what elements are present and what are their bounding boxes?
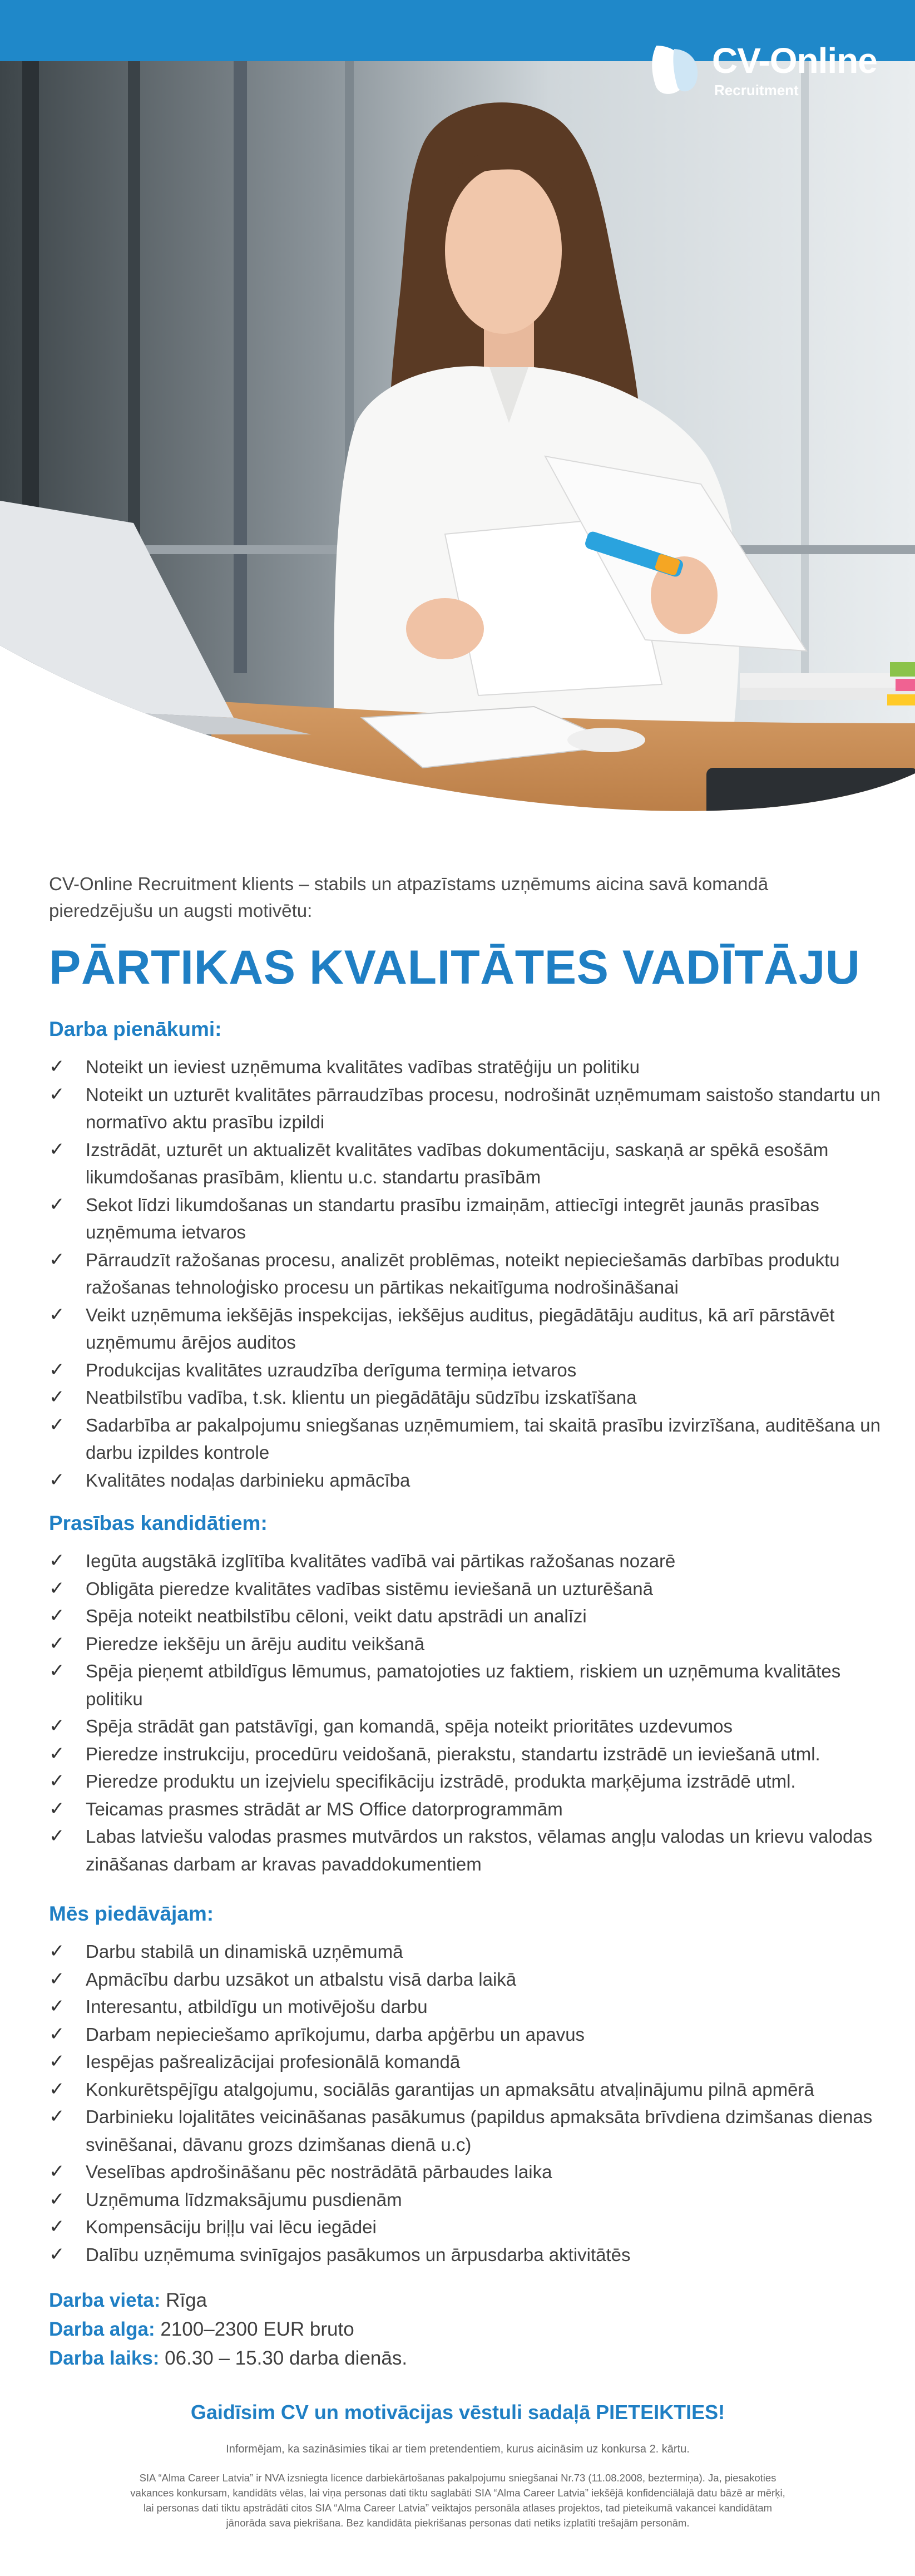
duties-heading: Darba pienākumi: [49, 1018, 222, 1040]
list-item-text: Pārraudzīt ražošanas procesu, analizēt problēmas, noteikt nepieciešamās darbības produktu ražošanas tehnoloģisko procesu un pārtikas nekaitīguma nodrošināšanai [86, 1249, 840, 1297]
fact-hours-value: 06.30 – 15.30 darba dienās. [159, 2347, 408, 2369]
list-item-text: Pieredze produktu un izejvielu specifikāciju izstrādē, produkta marķējuma izstrādē utml. [86, 1771, 796, 1792]
logo-sub: Recruitment [714, 81, 799, 98]
hero-banner [0, 0, 915, 823]
apply-call-to-action[interactable]: Gaidīsim CV un motivācijas vēstuli sadaļā PIETEIKTIES! [190, 2401, 725, 2424]
list-item [49, 1384, 883, 1412]
list-item [49, 1356, 883, 1384]
list-item [49, 1713, 883, 1740]
checkmark-icon: ✓ [49, 1359, 65, 1380]
list-item-text: Darbam nepieciešamo aprīkojumu, darba apģērbu un apavus [86, 2024, 585, 2045]
fact-location-label: Darba vieta: [49, 2289, 161, 2311]
list-item-text: Spēja strādāt gan patstāvīgi, gan komandā, spēja noteikt prioritātes uzdevumos [86, 1716, 733, 1736]
list-item [49, 2103, 883, 2158]
checkmark-icon: ✓ [49, 1825, 65, 1847]
checkmark-icon: ✓ [49, 2216, 65, 2237]
list-item-text: Labas latviešu valodas prasmes mutvārdos un rakstos, vēlamas angļu valodas un krievu valodas zināšanas darbam ar kravas pavaddokumentiem [86, 1826, 873, 1874]
list-item-text: Darbinieku lojalitātes veicināšanas pasākumus (papildus apmaksāta brīvdiena dzimšanas dienas svinēšanai, dāvanu grozs dzimšanas dienā u.c) [86, 2106, 873, 2155]
list-item [49, 1823, 883, 1878]
list-item [49, 2186, 883, 2214]
list-item-text: Iespējas pašrealizācijai profesionālā komandā [86, 2051, 461, 2072]
legal-line: vakances konkursam, kandidāts vēlas, lai viņa personas dati tiktu saglabāti SIA “Alma Career Latvia” iekšējā konfidenciālajā datu bāzē ar mērķi, [130, 2487, 785, 2499]
cv-online-logo[interactable] [645, 40, 877, 101]
list-item [49, 1053, 883, 1081]
list-item-text: Dalību uzņēmuma svinīgajos pasākumos un ārpusdarba aktivitātēs [86, 2244, 631, 2265]
checkmark-icon: ✓ [49, 2078, 65, 2100]
checkmark-icon: ✓ [49, 1386, 65, 1408]
logo-brand: CV-Online [712, 40, 877, 81]
list-item-text: Sekot līdzi likumdošanas un standartu prasību izmaiņām, attiecīgi integrēt jaunās prasības uzņēmuma ietvaros [86, 1194, 819, 1242]
checkmark-icon: ✓ [49, 2188, 65, 2210]
cv-online-logo-icon [645, 40, 706, 101]
duties-list [49, 1053, 883, 1494]
checkmark-icon: ✓ [49, 1577, 65, 1599]
checkmark-icon: ✓ [49, 1715, 65, 1736]
list-item [49, 1412, 883, 1467]
fact-location-value: Rīga [160, 2289, 207, 2311]
checkmark-icon: ✓ [49, 1968, 65, 1990]
checkmark-icon: ✓ [49, 1798, 65, 1819]
checkmark-icon: ✓ [49, 1660, 65, 1681]
list-item [49, 1938, 883, 1966]
checkmark-icon: ✓ [49, 2161, 65, 2182]
checkmark-icon: ✓ [49, 2243, 65, 2265]
list-item [49, 2021, 883, 2049]
fact-salary [49, 2315, 883, 2344]
list-item [49, 1547, 883, 1575]
list-item-text: Spēja noteikt neatbilstību cēloni, veikt datu apstrādi un analīzi [86, 1606, 587, 1626]
list-item [49, 1630, 883, 1658]
checkmark-icon: ✓ [49, 1248, 65, 1270]
fact-hours-label: Darba laiks: [49, 2347, 160, 2369]
list-item [49, 1993, 883, 2021]
fact-location [49, 2286, 883, 2315]
list-item-text: Interesantu, atbildīgu un motivējošu darbu [86, 1996, 428, 2017]
list-item [49, 1191, 883, 1246]
list-item-text: Noteikt un uzturēt kvalitātes pārraudzības procesu, nodrošināt uzņēmumam saistošo standartu un normatīvo aktu prasību izpildi [86, 1084, 881, 1132]
legal-line: SIA “Alma Career Latvia” ir NVA izsniegta licence darbiekārtošanas pakalpojumu sniegšanai Nr.73 (11.08.2008, beztermiņa). Ja, piesakoties [139, 2472, 776, 2484]
list-item-text: Uzņēmuma līdzmaksājumu pusdienām [86, 2189, 402, 2210]
checkmark-icon: ✓ [49, 1056, 65, 1077]
checkmark-icon: ✓ [49, 1083, 65, 1105]
fact-salary-value: 2100–2300 EUR bruto [155, 2318, 354, 2340]
offer-list [49, 1938, 883, 2268]
list-item-text: Kvalitātes nodaļas darbinieku apmācība [86, 1469, 410, 1491]
list-item-text: Konkurētspējīgu atalgojumu, sociālās garantijas un apmaksātu atvaļinājumu pilnā apmērā [86, 2079, 814, 2100]
list-item [49, 2158, 883, 2186]
requirements-list [49, 1547, 883, 1878]
checkmark-icon: ✓ [49, 1941, 65, 1962]
legal-line: jānorāda sava piekrišana. Bez kandidāta piekrišanas personas dati netiks izplatīti trešajām personām. [226, 2517, 690, 2529]
list-item-text: Teicamas prasmes strādāt ar MS Office datorprogrammām [86, 1798, 563, 1819]
checkmark-icon: ✓ [49, 2051, 65, 2072]
list-item-text: Noteikt un ieviest uzņēmuma kvalitātes vadības stratēģiju un politiku [86, 1057, 640, 1077]
list-item-text: Apmācību darbu uzsākot un atbalstu visā darba laikā [86, 1968, 517, 1990]
list-item-text: Darbu stabilā un dinamiskā uzņēmumā [86, 1941, 403, 1962]
fact-salary-label: Darba alga: [49, 2318, 155, 2340]
list-item [49, 1966, 883, 1993]
offer-heading: Mēs piedāvājam: [49, 1902, 214, 1925]
job-facts [49, 2286, 883, 2373]
list-item [49, 1136, 883, 1191]
list-item [49, 2241, 883, 2269]
list-item-text: Pieredze instrukciju, procedūru veidošanā, pierakstu, standartu izstrādē un ieviešanā utml. [86, 1743, 820, 1764]
list-item [49, 1575, 883, 1603]
checkmark-icon: ✓ [49, 1743, 65, 1764]
list-item-text: Iegūta augstākā izglītība kvalitātes vadībā vai pārtikas ražošanas nozarē [86, 1551, 676, 1571]
list-item-text: Veikt uzņēmuma iekšējās inspekcijas, iekšējus auditus, piegādātāju auditus, kā arī pārstāvēt uzņēmumu ārējos auditos [86, 1304, 835, 1353]
list-item-text: Sadarbība ar pakalpojumu sniegšanas uzņēmumiem, tai skaitā prasību izvirzīšana, auditēšana un darbu izpildes kontrole [86, 1414, 881, 1463]
legal-notice [49, 2470, 867, 2530]
list-item-text: Izstrādāt, uzturēt un aktualizēt kvalitātes vadības dokumentāciju, saskaņā ar spēkā esošām likumdošanas prasībām, klientu u.c. standartu prasībām [86, 1139, 829, 1187]
list-item-text: Neatbilstību vadība, t.sk. klientu un piegādātāju sūdzību izskatīšana [86, 1387, 637, 1408]
list-item-text: Obligāta pieredze kvalitātes vadības sistēmu ieviešanā un uzturēšanā [86, 1578, 653, 1599]
list-item [49, 2213, 883, 2241]
list-item [49, 1740, 883, 1768]
list-item-text: Veselības apdrošināšanu pēc nostrādātā pārbaudes laika [86, 2162, 552, 2182]
list-item-text: Kompensāciju briļļu vai lēcu iegādei [86, 2217, 377, 2237]
job-title: PĀRTIKAS KVALITĀTES VADĪTĀJU [49, 941, 860, 994]
checkmark-icon: ✓ [49, 1414, 65, 1435]
list-item [49, 2076, 883, 2104]
list-item [49, 1081, 883, 1136]
job-ad-content [49, 871, 883, 2530]
list-item-text: Spēja pieņemt atbildīgus lēmumus, pamatojoties uz faktiem, riskiem un uzņēmuma kvalitātes politiku [86, 1661, 841, 1709]
list-item-text: Pieredze iekšēju un ārēju auditu veikšanā [86, 1633, 425, 1654]
fact-hours [49, 2344, 883, 2373]
legal-line: lai personas dati tiktu apstrādāti citos SIA “Alma Career Latvia” veiktajos personāla atlases projektos, tad pieteikumā vakancei kandidātam [143, 2502, 773, 2514]
list-item-text: Produkcijas kvalitātes uzraudzība derīguma termiņa ietvaros [86, 1359, 577, 1380]
checkmark-icon: ✓ [49, 1632, 65, 1654]
checkmark-icon: ✓ [49, 2106, 65, 2127]
checkmark-icon: ✓ [49, 1469, 65, 1491]
checkmark-icon: ✓ [49, 1605, 65, 1626]
list-item [49, 1657, 883, 1713]
hero-photo-illustration [0, 0, 915, 823]
list-item [49, 2048, 883, 2076]
checkmark-icon: ✓ [49, 1304, 65, 1325]
checkmark-icon: ✓ [49, 1193, 65, 1215]
list-item [49, 1301, 883, 1356]
list-item [49, 1795, 883, 1823]
requirements-heading: Prasības kandidātiem: [49, 1512, 268, 1534]
list-item [49, 1246, 883, 1301]
checkmark-icon: ✓ [49, 1996, 65, 2017]
checkmark-icon: ✓ [49, 1138, 65, 1160]
list-item [49, 1602, 883, 1630]
intro-text: CV-Online Recruitment klients – stabils un atpazīstams uzņēmums aicina savā komandā pieredzējušu un augsti motivētu: [49, 874, 769, 921]
checkmark-icon: ✓ [49, 2023, 65, 2045]
contact-note: Informējam, ka sazināsimies tikai ar tiem pretendentiem, kurus aicināsim uz konkursa 2. kārtu. [226, 2443, 690, 2455]
list-item [49, 1768, 883, 1795]
checkmark-icon: ✓ [49, 1770, 65, 1792]
list-item [49, 1467, 883, 1494]
checkmark-icon: ✓ [49, 1550, 65, 1571]
